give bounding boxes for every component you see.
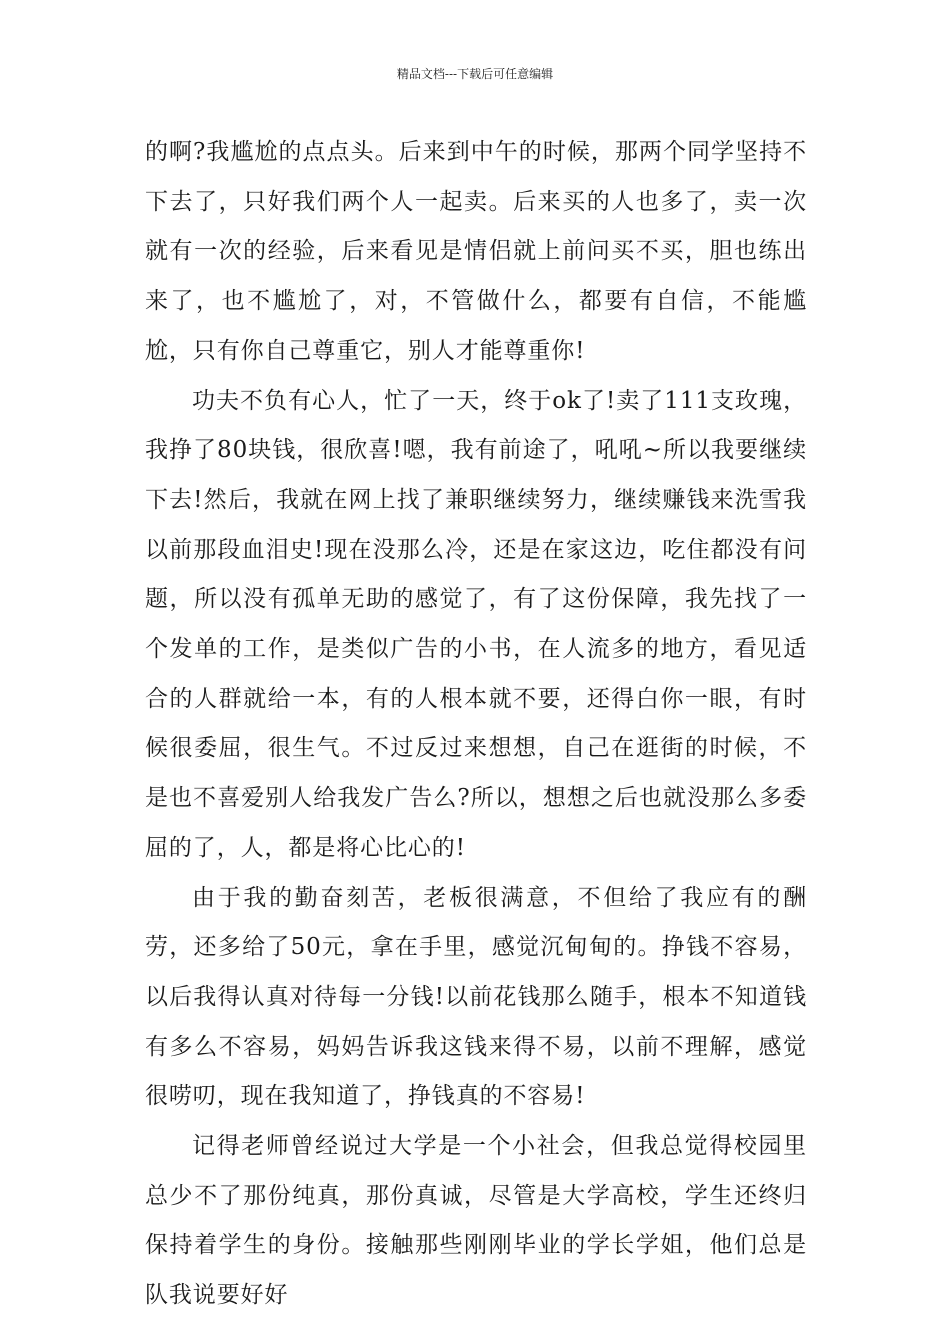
page-header: 精品文档---下载后可任意编辑 [396, 67, 554, 81]
paragraph: 记得老师曾经说过大学是一个小社会，但我总觉得校园里总少不了那份纯真，那份真诚，尽管是大学高校，学生还终归保持着学生的身份。接触那些刚刚毕业的学长学姐，他们总是队我说要好好 [145, 1133, 807, 1309]
paragraph: 由于我的勤奋刻苦，老板很满意，不但给了我应有的酬劳，还多给了50元，拿在手里，感觉沉甸甸的。挣钱不容易，以后我得认真对待每一分钱!以前花钱那么随手，根本不知道钱有多么不容易，妈妈告诉我这钱来得不易，以前不理解，感觉很唠叨，现在我知道了，挣钱真的不容易! [145, 884, 807, 1110]
document-body [145, 128, 807, 1321]
paragraph: 功夫不负有心人，忙了一天，终于ok了!卖了111支玫瑰，我挣了80块钱，很欣喜!嗯，我有前途了，吼吼~所以我要继续下去!然后，我就在网上找了兼职继续努力，继续赚钱来洗雪我以前那段血泪史!现在没那么冷，还是在家这边，吃住都没有问题，所以没有孤单无助的感觉了，有了这份保障，我先找了一个发单的工作，是类似广告的小书，在人流多的地方，看见适合的人群就给一本，有的人根本就不要，还得白你一眼，有时候很委屈，很生气。不过反过来想想，自己在逛街的时候，不是也不喜爱别人给我发广告么?所以，想想之后也就没那么多委屈的了，人，都是将心比心的! [145, 387, 807, 861]
paragraph-continuation: 的啊?我尴尬的点点头。后来到中午的时候，那两个同学坚持不下去了，只好我们两个人一起卖。后来买的人也多了，卖一次就有一次的经验，后来看见是情侣就上前问买不买，胆也练出来了，也不尴尬了，对，不管做什么，都要有自信，不能尴尬，只有你自己尊重它，别人才能尊重你! [145, 139, 807, 364]
